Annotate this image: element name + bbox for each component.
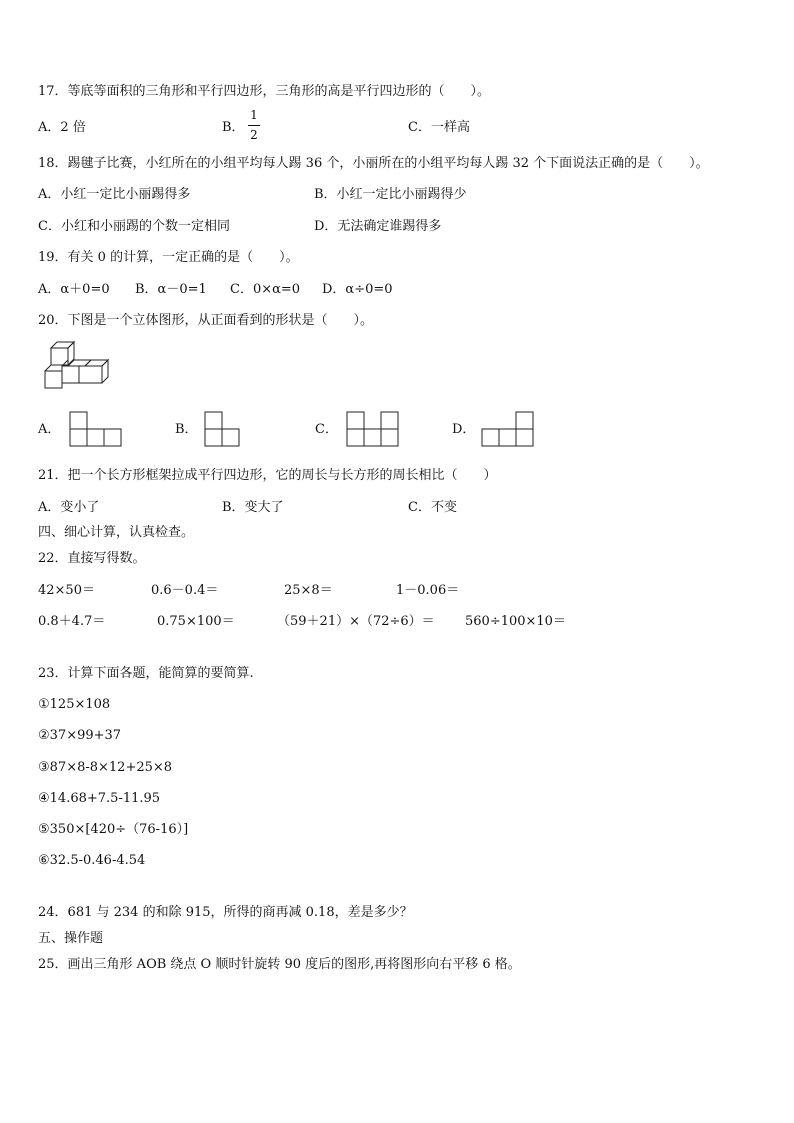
q19-option-d: D．α÷0=0 — [322, 282, 393, 297]
q22-item: 25×8＝ — [284, 583, 333, 598]
q22-item: 1－0.06＝ — [396, 583, 460, 598]
q21-option-a: A．变小了 — [38, 500, 100, 515]
q18-option-c: C．小红和小丽踢的个数一定相同 — [38, 219, 230, 234]
q17-option-b-label: B． — [222, 120, 245, 135]
q20-option-d-view — [482, 412, 534, 447]
section-5-heading: 五、操作题 — [38, 931, 104, 946]
q24-stem: 24．681 与 234 的和除 915，所得的商再减 0.18，差是多少？ — [38, 905, 413, 920]
q17-option-b-numerator: 1 — [250, 108, 258, 122]
q18-option-a: A．小红一定比小丽踢得多 — [38, 187, 191, 202]
q22-item: （59＋21）×（72÷6）＝ — [277, 614, 435, 629]
q21-option-b: B．变大了 — [222, 500, 284, 515]
q20-option-a-view — [70, 412, 122, 447]
q23-item: ①125×108 — [38, 697, 111, 712]
q19-stem: 19．有关 0 的计算，一定正确的是（ ）。 — [38, 250, 299, 265]
q20-option-c-view — [347, 412, 399, 447]
q17-option-a: A．2 倍 — [38, 120, 86, 135]
q19-option-b: B．α－0=1 — [135, 282, 207, 297]
q20-option-b-label: B． — [175, 422, 198, 437]
q22-item: 0.6－0.4＝ — [151, 583, 219, 598]
section-4-heading: 四、细心计算，认真检查。 — [38, 525, 195, 540]
q21-stem: 21．把一个长方形框架拉成平行四边形，它的周长与长方形的周长相比（ ） — [38, 468, 497, 483]
q20-stem: 20．下图是一个立体图形，从正面看到的形状是（ ）。 — [38, 313, 374, 328]
q18-stem: 18．踢毽子比赛，小红所在的小组平均每人踢 36 个，小丽所在的小组平均每人踢 32 个下面说法正确的是（ ）。 — [38, 156, 709, 171]
q23-item: ③87×8-8×12+25×8 — [38, 760, 173, 775]
q20-option-a-label: A． — [38, 422, 61, 437]
q25-stem: 25．画出三角形 AOB 绕点 O 顺时针旋转 90 度后的图形,再将图形向右平移 6 格。 — [38, 957, 521, 972]
q20-option-b-view — [205, 412, 241, 447]
q17-option-c: C．一样高 — [408, 120, 470, 135]
q17-fraction-bar — [248, 125, 260, 126]
q19-option-a: A．α＋0=0 — [38, 282, 110, 297]
q22-item: 0.75×100＝ — [157, 614, 235, 629]
q20-option-d-label: D． — [452, 422, 476, 437]
q22-item: 42×50＝ — [38, 583, 95, 598]
q23-item: ②37×99+37 — [38, 728, 122, 743]
q21-option-c: C．不变 — [408, 500, 457, 515]
q22-item: 560÷100×10＝ — [465, 614, 566, 629]
q18-option-b: B．小红一定比小丽踢得少 — [314, 187, 467, 202]
q17-stem: 17．等底等面积的三角形和平行四边形，三角形的高是平行四边形的（ ）。 — [38, 84, 491, 99]
q23-item: ⑤350×[420÷（76-16）] — [38, 822, 189, 837]
q18-option-d: D．无法确定谁踢得多 — [314, 219, 442, 234]
q22-item: 0.8＋4.7＝ — [38, 614, 106, 629]
q23-item: ④14.68+7.5-11.95 — [38, 791, 161, 806]
q20-solid-figure — [42, 340, 112, 392]
q17-option-b-denominator: 2 — [250, 128, 258, 142]
q23-stem: 23．计算下面各题，能简算的要简算. — [38, 666, 254, 681]
q22-stem: 22．直接写得数。 — [38, 551, 146, 566]
q19-option-c: C．0×α=0 — [230, 282, 301, 297]
q23-item: ⑥32.5-0.46-4.54 — [38, 853, 146, 868]
q20-option-c-label: C． — [315, 422, 338, 437]
